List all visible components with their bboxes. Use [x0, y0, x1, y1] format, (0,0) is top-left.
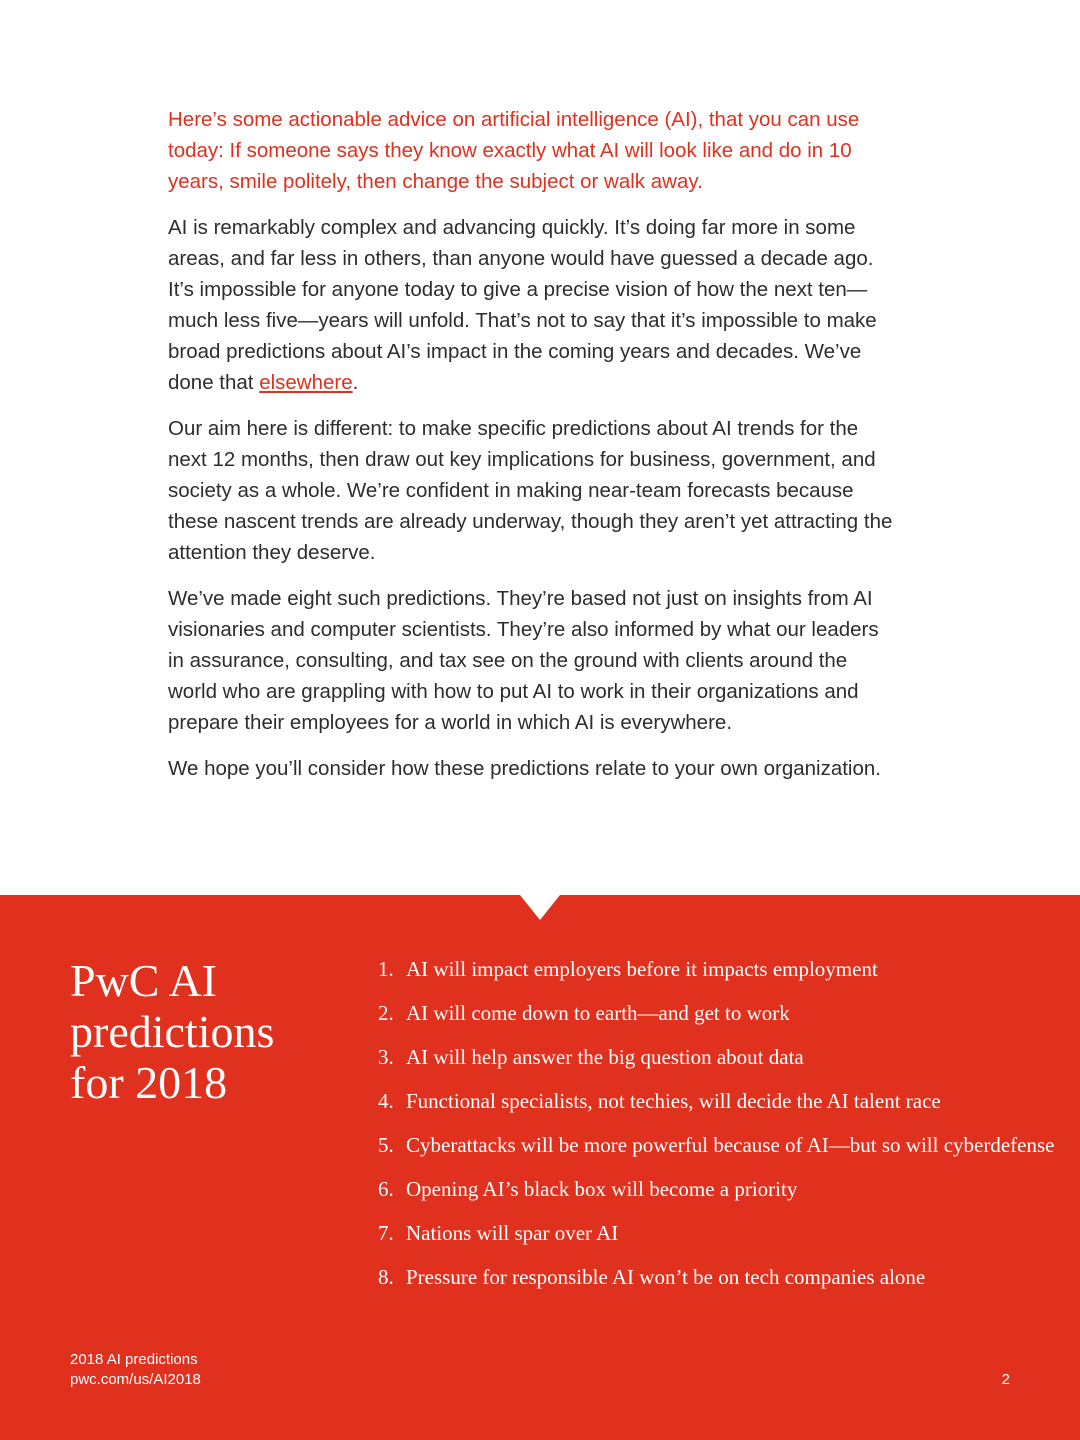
prediction-number: 4.: [378, 1089, 394, 1113]
prediction-number: 5.: [378, 1133, 394, 1157]
prediction-number: 6.: [378, 1177, 394, 1201]
prediction-number: 8.: [378, 1265, 394, 1289]
footer-url: pwc.com/us/AI2018: [70, 1371, 201, 1388]
prediction-text: Functional specialists, not techies, will decide the AI talent race: [406, 1089, 941, 1113]
paragraph-complexity-end: .: [352, 371, 359, 394]
prediction-number: 2.: [378, 1001, 394, 1025]
paragraph-complexity: [168, 212, 898, 398]
prediction-item: [378, 1131, 1058, 1160]
heading-line: predictions: [70, 1006, 275, 1057]
prediction-item: [378, 1087, 1058, 1116]
paragraph-closing: We hope you’ll consider how these predictions relate to your own organization.: [168, 757, 881, 780]
paragraph-complexity-text: AI is remarkably complex and advancing quickly. It’s doing far more in some areas, and far less in others, than anyone would have guessed a decade ago. It’s impossible for anyone today to give a precise vision of how the next ten—much less five—years will unfold. That’s not to say that it’s impossible to make broad predictions about AI’s impact in the coming years and decades. We’ve done that: [168, 216, 877, 394]
prediction-number: 1.: [378, 957, 394, 981]
prediction-item: [378, 1043, 1058, 1072]
prediction-text: AI will come down to earth—and get to work: [406, 1001, 790, 1025]
elsewhere-link[interactable]: elsewhere: [259, 371, 353, 394]
prediction-item: [378, 1219, 1058, 1248]
prediction-item: [378, 1175, 1058, 1204]
heading-line: PwC AI: [70, 955, 217, 1006]
prediction-number: 3.: [378, 1045, 394, 1069]
prediction-item: [378, 999, 1058, 1028]
band-notch: [520, 895, 560, 920]
footer-title: 2018 AI predictions: [70, 1351, 198, 1368]
lead-paragraph: Here’s some actionable advice on artificial intelligence (AI), that you can use today: If someone says they know exactly what AI will look like and do in 10 years, smile politely, then change the subject or walk away.: [168, 108, 860, 193]
page-number: 2: [1001, 1371, 1010, 1388]
paragraph-eight-predictions: We’ve made eight such predictions. They’re based not just on insights from AI visionaries and computer scientists. They’re also informed by what our leaders in assurance, consulting, and tax see on the ground with clients around the world who are grappling with how to put AI to work in their organizations and prepare their employees for a world in which AI is everywhere.: [168, 587, 879, 734]
prediction-text: Cyberattacks will be more powerful because of AI—but so will cyberdefense: [406, 1133, 1055, 1157]
footer: [70, 1350, 201, 1390]
heading-line: for 2018: [70, 1057, 228, 1108]
prediction-item: [378, 1263, 1058, 1292]
prediction-item: [378, 955, 1058, 984]
article-body: [168, 104, 898, 799]
prediction-number: 7.: [378, 1221, 394, 1245]
predictions-heading: [70, 955, 350, 1108]
prediction-text: Pressure for responsible AI won’t be on tech companies alone: [406, 1265, 926, 1289]
prediction-text: AI will help answer the big question about data: [406, 1045, 804, 1069]
predictions-list: [378, 955, 1058, 1307]
paragraph-aim: Our aim here is different: to make specific predictions about AI trends for the next 12 months, then draw out key implications for business, government, and society as a whole. We’re confident in making near-team forecasts because these nascent trends are already underway, though they aren’t yet attracting the attention they deserve.: [168, 417, 893, 564]
prediction-text: Opening AI’s black box will become a priority: [406, 1177, 798, 1201]
prediction-text: Nations will spar over AI: [406, 1221, 619, 1245]
prediction-text: AI will impact employers before it impacts employment: [406, 957, 878, 981]
